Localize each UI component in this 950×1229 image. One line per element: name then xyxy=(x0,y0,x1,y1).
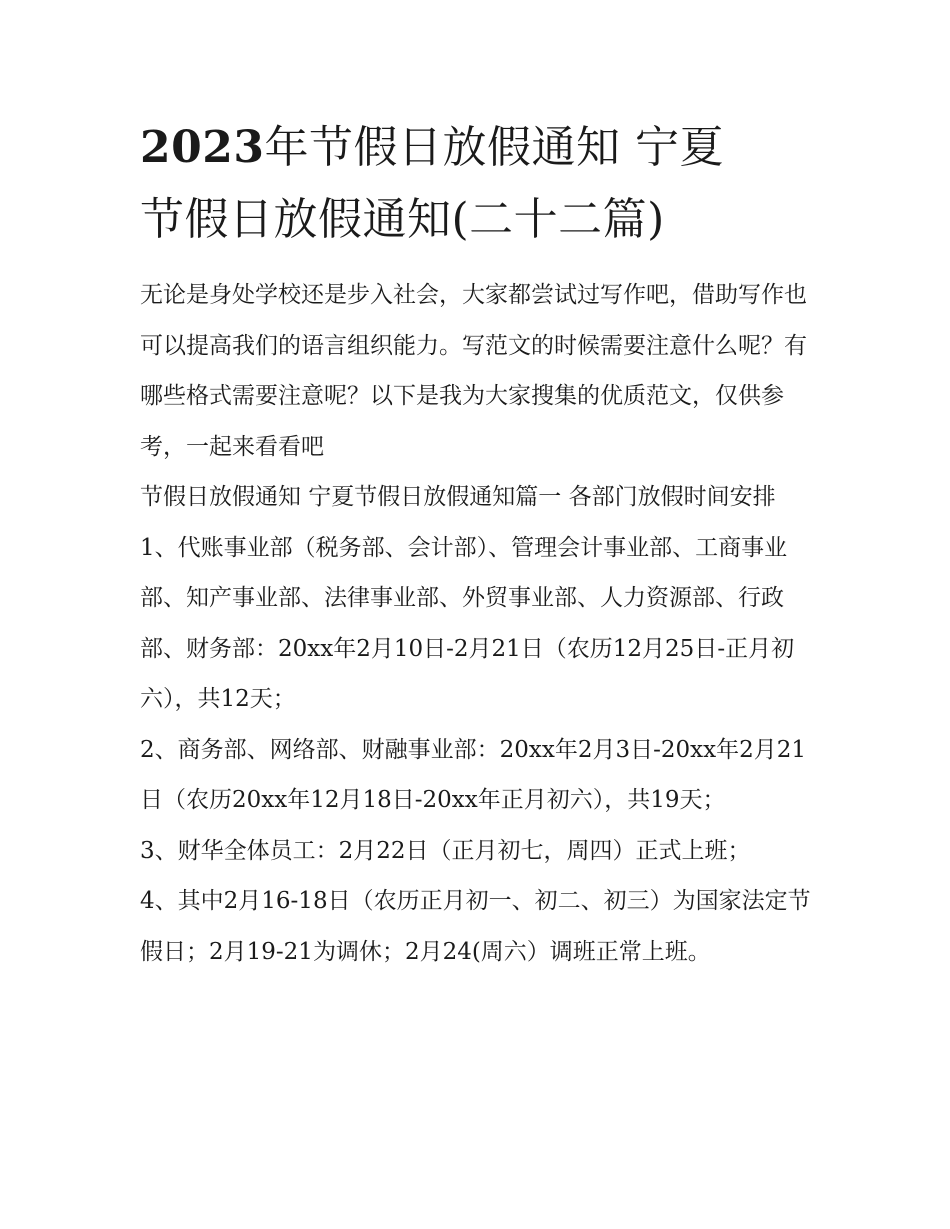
title-year: 2023 xyxy=(140,122,265,173)
title-line-1-text: 年节假日放假通知 宁夏 xyxy=(264,122,724,173)
title-line-2: 节假日放假通知(二十二篇) xyxy=(140,194,665,245)
list-item: 3、财华全体员工：2月22日（正月初七，周四）正式上班； xyxy=(140,837,751,864)
section-heading: 节假日放假通知 宁夏节假日放假通知篇一 各部门放假时间安排 xyxy=(140,484,776,510)
document-title xyxy=(140,112,812,256)
intro-paragraph: 无论是身处学校还是步入社会，大家都尝试过写作吧，借助写作也可以提高我们的语言组织能力。写范文的时候需要注意什么呢？有哪些格式需要注意呢？以下是我为大家搜集的优质范文，仅供参考，一起来看看吧 xyxy=(140,282,807,460)
title-line-1 xyxy=(140,112,812,184)
document-page xyxy=(140,112,812,977)
list-item: 4、其中2月16-18日（农历正月初一、初二、初三）为国家法定节假日；2月19-21为调休；2月24(周六）调班正常上班。 xyxy=(140,888,811,965)
list-item: 2、商务部、网络部、财融事业部：20xx年2月3日-20xx年2月21日（农历20xx年12月18日-20xx年正月初六），共19天； xyxy=(140,736,806,813)
document-body xyxy=(140,270,812,977)
list-item: 1、代账事业部（税务部、会计部）、管理会计事业部、工商事业部、知产事业部、法律事业部、外贸事业部、人力资源部、行政部、财务部：20xx年2月10日-2月21日（农历12月25日-正月初六），共12天； xyxy=(140,534,795,712)
